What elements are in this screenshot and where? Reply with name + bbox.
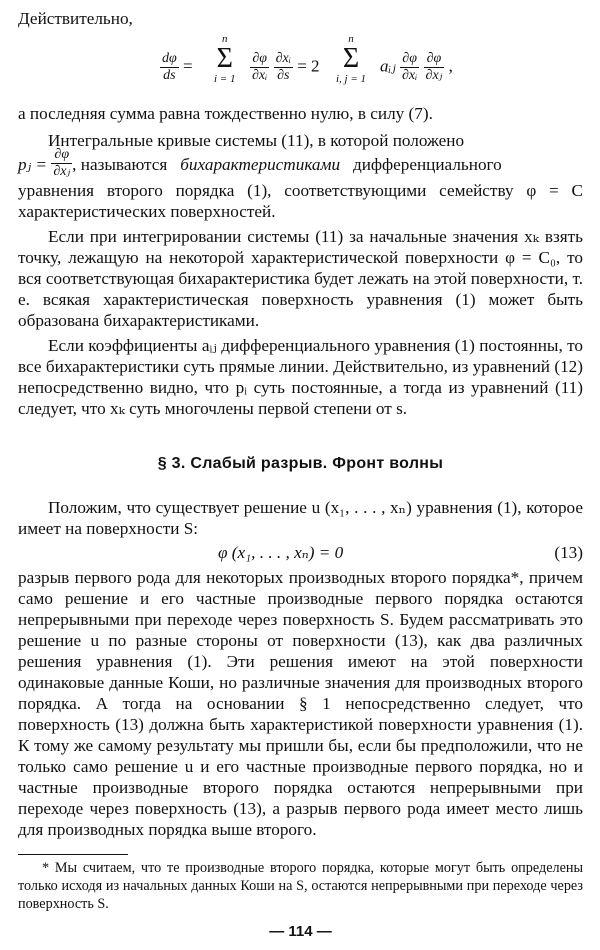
book-page xyxy=(18,8,583,940)
section-heading: § 3. Слабый разрыв. Фронт волны xyxy=(157,454,444,472)
paragraph-3: Если при интегрировании системы (11) за начальные значения xₖ взять точку, лежащую на некоторой характеристической поверхности φ = C₀, то вся соответствующая бихарактеристика будет лежать на этой поверхности, т. е. всякая характеристическая поверхность уравнения (1) может быть образована бихарактеристиками. xyxy=(18,226,583,330)
paragraph-1: а последняя сумма равна тождественно нулю, в силу (7). xyxy=(18,104,433,123)
footnote: * Мы считаем, что те производные второго порядка, которые могут быть определены только исходя из начальных данных Коши на S, остаются непрерывными при переходе через поверхность S. xyxy=(18,859,583,912)
paragraph-2-rest: уравнения второго порядка (1), соответствующими семейству φ = C характеристических поверхностей. xyxy=(18,180,583,221)
paragraph-5: Положим, что существует решение u (x₁, . . . , xₙ) уравнения (1), которое имеет на поверхности S: xyxy=(18,497,583,538)
equation-13: φ (x₁, . . . , xₙ) = 0 (13) xyxy=(218,542,583,562)
paragraph-4: Если коэффициенты aᵢⱼ дифференциального уравнения (1) постоянны, то все бихарактеристики суть прямые линии. Действительно, из уравнений (12) непосредственно видно, что pᵢ суть постоянные, а тогда из уравнений (11) следует, что xₖ суть многочлены первой степени от s. xyxy=(18,335,583,418)
formula-directional-derivative: $\frac{d\varphi}{ds}$ = n Σ i = 1 $\frac{\partial\varphi}{\text{∂xᵢ}}$ $\frac{\text{∂xᵢ}}{\partial s}$ = 2 n Σ i, j = 1 aᵢⱼ $\frac{\partial\varphi}{\text{∂xᵢ}}$ $\frac{\partial\varphi}{\text{∂xⱼ}}$ , xyxy=(162,33,453,85)
equation-number: (13) xyxy=(554,542,583,562)
sum-symbol-1: n Σ i = 1 xyxy=(214,33,236,85)
paragraph-2-line-2: pⱼ = $\frac{\partial\varphi}{\text{∂xⱼ}}$ , называются бихарактеристиками дифференциального xyxy=(18,146,502,179)
intro-line: Действительно, xyxy=(18,9,133,28)
lhs-fraction: $\frac{d\varphi}{ds}$ xyxy=(162,51,177,83)
sum-symbol-2: n Σ i, j = 1 xyxy=(336,33,367,85)
paragraph-6: разрыв первого рода для некоторых производных второго порядка*, причем само решение и его частные производные первого порядка остаются непрерывными при переходе через поверхность S. Будем рассматривать это решение u по разные стороны от поверхности (13), как два различных решения уравнения (1). Эти решения имеют на этой поверхности одинаковые данные Коши, но различные значения для производных второго порядка. А тогда на основании § 1 непосредственно следует, что поверхность (13) должна быть характеристикой поверхности уравнения (1). К тому же самому результату мы пришли бы, если бы предположили, что не только само решение u и его частные производные первого порядка, но и частные производные второго порядка остаются непрерывными при переходе через поверхность (13), а разрыв первого рода имеет место лишь для производных порядка выше второго. xyxy=(18,567,583,839)
term-bicharacteristics: бихарактеристиками xyxy=(180,155,341,174)
paragraph-2-line-1: Интегральные кривые системы (11), в которой положено xyxy=(48,131,465,150)
footnote-divider xyxy=(18,854,128,855)
page-number: — 114 — xyxy=(269,922,332,940)
